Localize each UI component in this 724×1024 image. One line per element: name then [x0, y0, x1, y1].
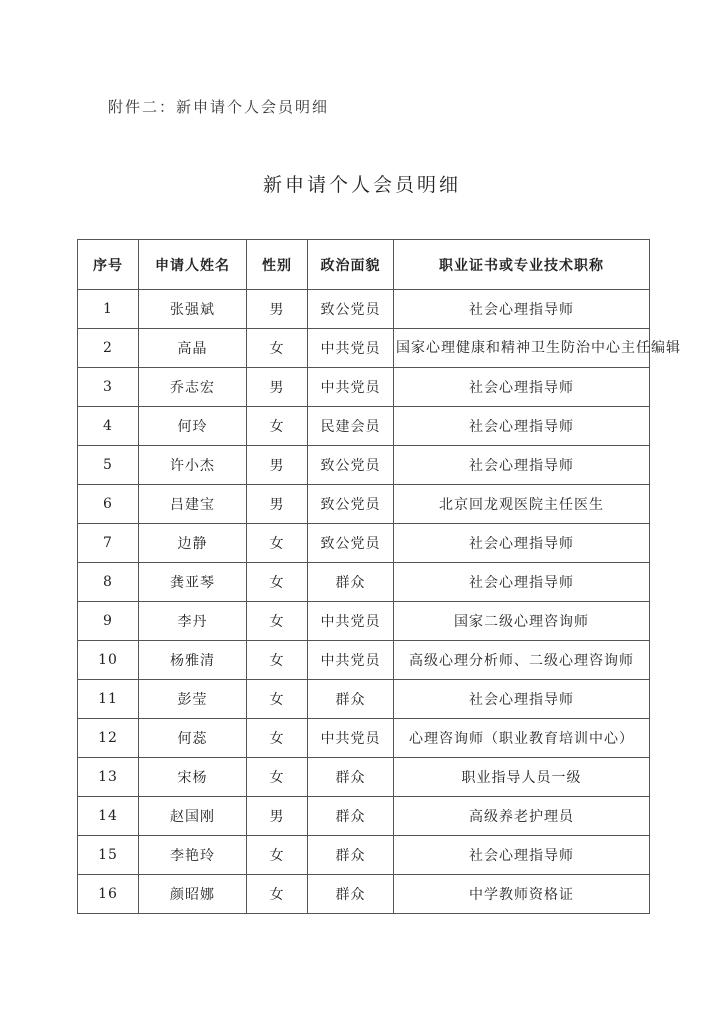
- certificate-cell: 社会心理指导师: [394, 524, 650, 563]
- political-status-cell: 群众: [308, 680, 394, 719]
- table-row: [78, 719, 650, 758]
- name-cell: 乔志宏: [139, 368, 247, 407]
- political-status-cell: 群众: [308, 875, 394, 914]
- political-status-cell: 致公党员: [308, 446, 394, 485]
- table-row: [78, 563, 650, 602]
- certificate-cell: 社会心理指导师: [394, 368, 650, 407]
- table-row: [78, 485, 650, 524]
- gender-cell: 男: [247, 446, 308, 485]
- attachment-label: 附件二：新申请个人会员明细: [108, 98, 330, 116]
- table-row: [78, 368, 650, 407]
- gender-cell: 女: [247, 602, 308, 641]
- political-status-cell: 群众: [308, 758, 394, 797]
- certificate-cell: 社会心理指导师: [394, 407, 650, 446]
- serial-cell: 10: [78, 641, 139, 680]
- political-status-cell: 致公党员: [308, 290, 394, 329]
- serial-cell: 16: [78, 875, 139, 914]
- gender-cell: 女: [247, 719, 308, 758]
- serial-cell: 1: [78, 290, 139, 329]
- gender-cell: 男: [247, 290, 308, 329]
- table-row: [78, 407, 650, 446]
- table-row: [78, 797, 650, 836]
- table-row: [78, 758, 650, 797]
- name-cell: 边静: [139, 524, 247, 563]
- certificate-cell: 中学教师资格证: [394, 875, 650, 914]
- serial-cell: 15: [78, 836, 139, 875]
- name-cell: 宋杨: [139, 758, 247, 797]
- serial-cell: 7: [78, 524, 139, 563]
- gender-cell: 男: [247, 368, 308, 407]
- political-status-cell: 群众: [308, 797, 394, 836]
- name-cell: 赵国刚: [139, 797, 247, 836]
- table-row: [78, 524, 650, 563]
- table-row: [78, 602, 650, 641]
- serial-cell: 13: [78, 758, 139, 797]
- gender-cell: 女: [247, 329, 308, 368]
- name-cell: 李丹: [139, 602, 247, 641]
- serial-cell: 5: [78, 446, 139, 485]
- members-table: [77, 239, 681, 914]
- gender-cell: 女: [247, 641, 308, 680]
- name-cell: 张强斌: [139, 290, 247, 329]
- name-cell: 何玲: [139, 407, 247, 446]
- political-status-cell: 群众: [308, 836, 394, 875]
- gender-cell: 女: [247, 524, 308, 563]
- table-row: [78, 875, 650, 914]
- header-certificate: 职业证书或专业技术职称: [394, 240, 650, 290]
- serial-cell: 12: [78, 719, 139, 758]
- document-title: 新申请个人会员明细: [262, 174, 461, 196]
- political-status-cell: 中共党员: [308, 329, 394, 368]
- header-political-status: 政治面貌: [308, 240, 394, 290]
- certificate-cell: 社会心理指导师: [394, 290, 650, 329]
- table-row: [78, 641, 650, 680]
- name-cell: 许小杰: [139, 446, 247, 485]
- name-cell: 杨雅清: [139, 641, 247, 680]
- certificate-cell: 社会心理指导师: [394, 563, 650, 602]
- table-row: [78, 680, 650, 719]
- gender-cell: 女: [247, 758, 308, 797]
- serial-cell: 2: [78, 329, 139, 368]
- name-cell: 李艳玲: [139, 836, 247, 875]
- name-cell: 颜昭娜: [139, 875, 247, 914]
- certificate-cell: 社会心理指导师: [394, 680, 650, 719]
- political-status-cell: 群众: [308, 563, 394, 602]
- certificate-cell: 职业指导人员一级: [394, 758, 650, 797]
- header-serial: 序号: [78, 240, 139, 290]
- political-status-cell: 民建会员: [308, 407, 394, 446]
- certificate-cell: 社会心理指导师: [394, 446, 650, 485]
- gender-cell: 女: [247, 836, 308, 875]
- gender-cell: 女: [247, 875, 308, 914]
- certificate-cell: 高级养老护理员: [394, 797, 650, 836]
- certificate-cell: 社会心理指导师: [394, 836, 650, 875]
- certificate-cell: 国家心理健康和精神卫生防治中心主任编辑: [394, 329, 650, 368]
- serial-cell: 11: [78, 680, 139, 719]
- political-status-cell: 致公党员: [308, 485, 394, 524]
- certificate-cell: 北京回龙观医院主任医生: [394, 485, 650, 524]
- name-cell: 高晶: [139, 329, 247, 368]
- serial-cell: 8: [78, 563, 139, 602]
- header-gender: 性别: [247, 240, 308, 290]
- gender-cell: 女: [247, 563, 308, 602]
- gender-cell: 男: [247, 797, 308, 836]
- political-status-cell: 致公党员: [308, 524, 394, 563]
- certificate-cell: 高级心理分析师、二级心理咨询师: [394, 641, 650, 680]
- gender-cell: 女: [247, 680, 308, 719]
- name-cell: 龚亚琴: [139, 563, 247, 602]
- certificate-cell: 心理咨询师（职业教育培训中心）: [394, 719, 650, 758]
- name-cell: 吕建宝: [139, 485, 247, 524]
- gender-cell: 女: [247, 407, 308, 446]
- name-cell: 彭莹: [139, 680, 247, 719]
- political-status-cell: 中共党员: [308, 719, 394, 758]
- serial-cell: 9: [78, 602, 139, 641]
- gender-cell: 男: [247, 485, 308, 524]
- serial-cell: 14: [78, 797, 139, 836]
- political-status-cell: 中共党员: [308, 602, 394, 641]
- serial-cell: 4: [78, 407, 139, 446]
- serial-cell: 6: [78, 485, 139, 524]
- table-row: [78, 446, 650, 485]
- table-row: [78, 290, 650, 329]
- serial-cell: 3: [78, 368, 139, 407]
- political-status-cell: 中共党员: [308, 368, 394, 407]
- header-name: 申请人姓名: [139, 240, 247, 290]
- table-row: [78, 836, 650, 875]
- table-header-row: [78, 240, 650, 290]
- table-row: [78, 329, 650, 368]
- name-cell: 何蕊: [139, 719, 247, 758]
- political-status-cell: 中共党员: [308, 641, 394, 680]
- certificate-cell: 国家二级心理咨询师: [394, 602, 650, 641]
